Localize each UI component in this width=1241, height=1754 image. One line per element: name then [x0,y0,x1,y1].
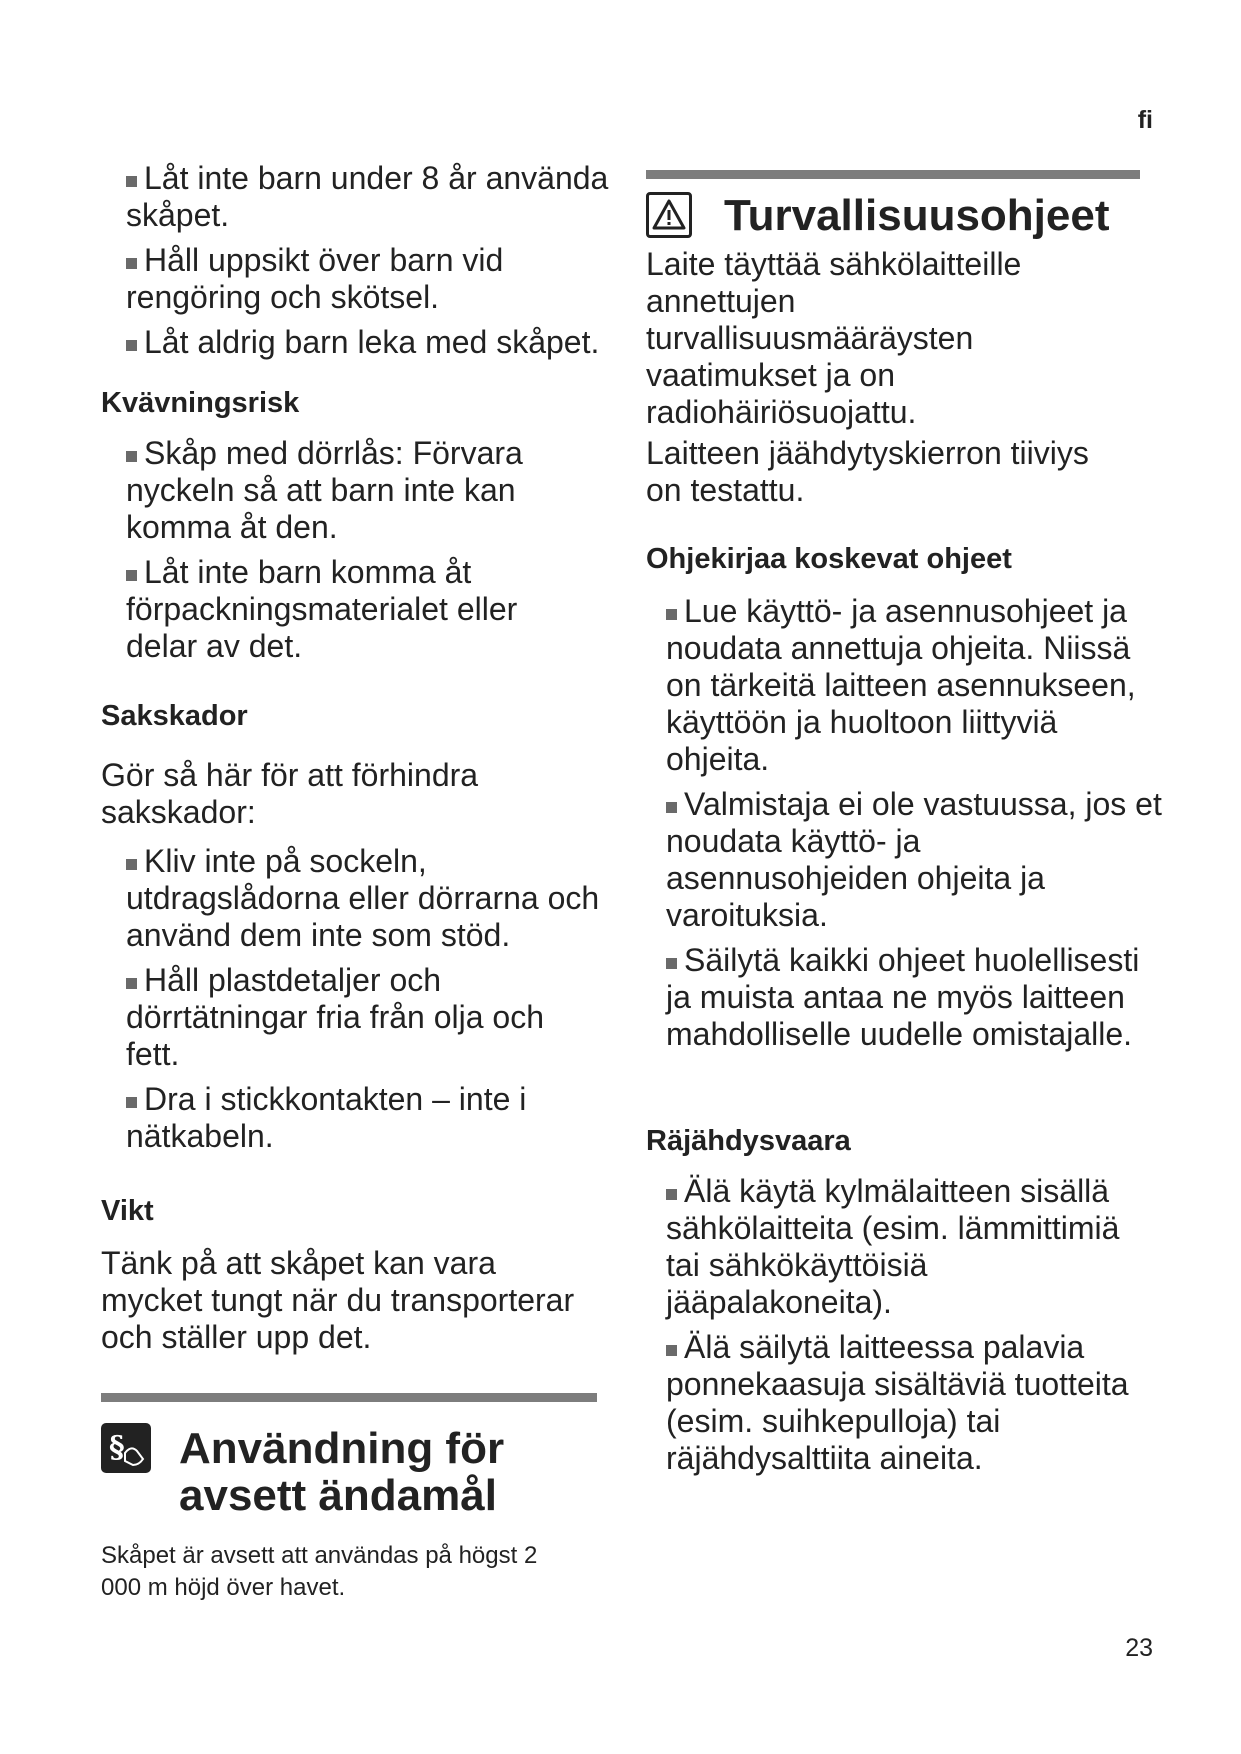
property-damage-intro: Gör så här för att förhindra sakskador: [101,757,479,830]
svg-text:§: § [109,1430,125,1465]
bullet-icon [126,176,137,187]
bullet-icon [666,609,677,620]
section-divider [646,170,1140,179]
intended-use-title: Användning för avsett ändamål [179,1424,505,1520]
list-item: Låt inte barn komma åt förpackningsmaterialet eller delar av det. [126,554,518,664]
list-item: Håll uppsikt över barn vid rengöring och skötsel. [126,242,504,315]
list-item: Skåp med dörrlås: Förvara nyckeln så att barn inte kan komma åt den. [126,435,523,545]
section-divider [101,1393,597,1402]
weight-heading: Vikt [101,1195,154,1227]
bullet-icon [126,859,137,870]
safety-title: Turvallisuusohjeet [724,191,1110,240]
bullet-icon [126,1097,137,1108]
list-item: Valmistaja ei ole vastuussa, jos et noudata käyttö- ja asennusohjeiden ohjeita ja varoituksia. [666,786,1162,933]
manual-heading: Ohjekirjaa koskevat ohjeet [646,543,1012,575]
language-code: fi [1137,106,1153,134]
list-item: Älä käytä kylmälaitteen sisällä sähkölaitteita (esim. lämmittimiä tai sähkökäyttöisiä jääpalakoneita). [666,1173,1120,1320]
bullet-icon [126,978,137,989]
property-damage-list [126,843,601,1155]
list-item: Låt aldrig barn leka med skåpet. [126,324,646,361]
bullet-icon [666,1189,677,1200]
safety-intro-2: Laitteen jäähdytyskierron tiiviys on testattu. [646,435,1089,508]
intended-use-text: Skåpet är avsett att användas på högst 2 000 m höjd över havet. [101,1542,538,1601]
child-safety-list [126,160,646,361]
explosion-list [666,1173,1146,1477]
section-sign-icon [101,1423,151,1473]
property-damage-heading: Sakskador [101,700,248,732]
bullet-icon [666,958,677,969]
manual-list [666,593,1166,1053]
warning-triangle-icon [646,192,692,238]
bullet-icon [666,1345,677,1356]
list-item: Lue käyttö- ja asennusohjeet ja noudata annettuja ohjeita. Niissä on tärkeitä laitteen asennukseen, käyttöön ja huoltoon liittyviä ohjeita. [666,593,1136,777]
bullet-icon [126,451,137,462]
bullet-icon [666,802,677,813]
list-item: Dra i stickkontakten – inte i nätkabeln. [126,1081,527,1154]
explosion-heading: Räjähdysvaara [646,1125,851,1157]
list-item: Kliv inte på sockeln, utdragslådorna eller dörrarna och använd dem inte som stöd. [126,843,600,953]
safety-intro: Laite täyttää sähkölaitteille annettujen turvallisuusmääräysten vaatimukset ja on radiohäiriösuojattu. [646,246,1022,430]
bullet-icon [126,340,137,351]
bullet-icon [126,258,137,269]
suffocation-heading: Kvävningsrisk [101,387,300,419]
list-item: Säilytä kaikki ohjeet huolellisesti ja muista antaa ne myös laitteen mahdolliselle uudelle omistajalle. [666,942,1140,1052]
list-item: Låt inte barn under 8 år använda skåpet. [126,160,609,233]
weight-text: Tänk på att skåpet kan vara mycket tungt när du transporterar och ställer upp det. [101,1245,575,1355]
suffocation-list [126,435,586,665]
list-item: Älä säilytä laitteessa palavia ponnekaasuja sisältäviä tuotteita (esim. suihkepulloja) tai räjähdysalttiita aineita. [666,1329,1129,1476]
page-number: 23 [1125,1634,1153,1662]
list-item: Håll plastdetaljer och dörrtätningar fria från olja och fett. [126,962,544,1072]
bullet-icon [126,570,137,581]
